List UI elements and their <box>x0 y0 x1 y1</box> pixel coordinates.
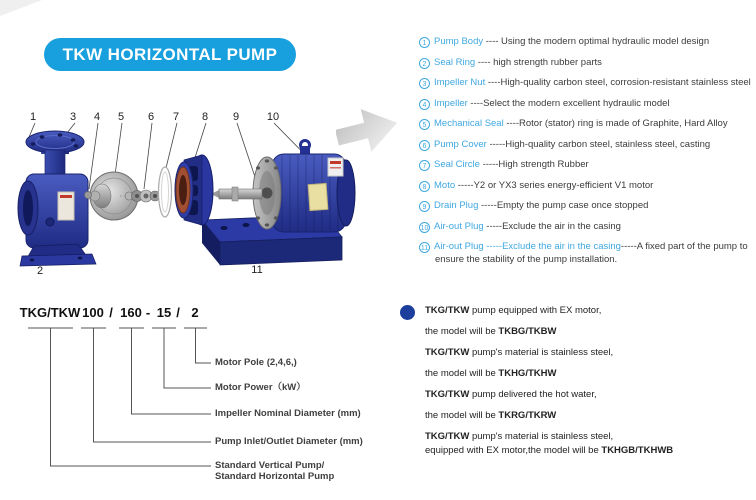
part-name: Air-out Plug <box>434 220 484 232</box>
circle-number: 7 <box>419 160 430 171</box>
part-name: Mechanical Seal <box>434 118 504 129</box>
note-text: equipped with EX motor,the model will be <box>425 445 602 456</box>
part-name: Pump Body <box>434 36 484 47</box>
list-item <box>419 221 751 234</box>
part-name: Impeller Nut <box>434 77 486 88</box>
part-desc: -----Y2 or YX3 series energy-efficient V1 motor <box>455 179 654 191</box>
part-desc: ---- high strength rubber parts <box>475 56 602 68</box>
pump-cover-graphic <box>175 155 213 225</box>
part-desc: -----Empty the pump case once stopped <box>478 200 649 211</box>
circle-number: 4 <box>419 99 430 110</box>
note-bold: TKBG/TKBW <box>498 326 557 337</box>
list-item <box>419 36 751 49</box>
callout-9: 9 <box>232 111 240 123</box>
part-name: Drain Plug <box>434 200 479 211</box>
callout-10: 10 <box>266 111 280 123</box>
callout-1: 1 <box>29 111 37 123</box>
circle-number: 3 <box>419 78 430 89</box>
note-text: the model will be <box>425 410 499 421</box>
list-item <box>419 57 751 70</box>
note-line <box>425 445 750 457</box>
model-segment-series: TKG/TKW <box>19 305 81 320</box>
note-bold: TKG/TKW <box>425 389 470 400</box>
drain-plug-graphic <box>46 218 54 226</box>
circle-number: 6 <box>419 140 430 151</box>
note-bold: TKG/TKW <box>425 305 470 316</box>
parts-list <box>419 36 751 274</box>
part-desc: ----Rotor (stator) ring is made of Graphite, Hard Alloy <box>503 118 728 129</box>
note-bold: TKG/TKW <box>425 347 470 358</box>
part-desc: -----High strength Rubber <box>479 159 589 170</box>
model-segment-impeller: 160 <box>120 305 142 320</box>
list-item <box>419 180 751 193</box>
label-pump-type-line1: Standard Vertical Pump/ <box>215 460 325 471</box>
callout-8: 8 <box>201 111 209 123</box>
list-item <box>419 118 751 131</box>
note-bold: TKHGB/TKHWB <box>601 445 674 456</box>
part-name: Seal Ring <box>434 56 476 68</box>
note-text: pump's material is stainless steel, <box>469 431 614 442</box>
model-designation-diagram <box>0 295 370 500</box>
part-desc: ----Select the modern excellent hydraulic model <box>467 97 670 109</box>
note-bold: TKG/TKW <box>425 431 470 442</box>
label-motor-power: Motor Power（kW） <box>215 382 306 393</box>
corner-decoration <box>0 0 42 16</box>
note-line <box>425 368 750 380</box>
note-line <box>425 305 750 317</box>
note-line <box>425 389 750 401</box>
arrow-right-graphic <box>336 84 408 181</box>
impeller-nut-graphic <box>85 192 92 199</box>
callout-7: 7 <box>172 111 180 123</box>
model-separator: / <box>109 305 113 320</box>
part-name: Seal Circle <box>434 159 480 170</box>
part-desc: -----A fixed part of the pump to ensure the stability of the pump installation. <box>435 241 748 265</box>
circle-number: 5 <box>419 119 430 130</box>
part-name: Impeller <box>434 97 468 109</box>
circle-number: 2 <box>419 58 430 69</box>
label-pump-type-line2: Standard Horizontal Pump <box>215 470 335 482</box>
list-item <box>419 200 751 213</box>
label-inlet-outlet-diameter: Pump Inlet/Outlet Diameter (mm) <box>215 436 363 447</box>
callout-4: 4 <box>93 111 101 123</box>
note-bold: TKHG/TKHW <box>498 368 557 379</box>
part-name: Pump Cover <box>434 138 487 150</box>
title-banner <box>44 38 296 71</box>
circle-number: 1 <box>419 37 430 48</box>
part-name: Air-out Plug -----Exclude the air in the casing <box>434 241 621 252</box>
list-item <box>419 139 751 152</box>
note-bold: TKRG/TKRW <box>498 410 557 421</box>
circle-number: 9 <box>419 201 430 212</box>
callout-3: 3 <box>69 111 77 123</box>
callout-6: 6 <box>147 111 155 123</box>
note-line <box>425 326 750 338</box>
shaft-graphic <box>211 187 262 201</box>
note-line <box>425 410 750 422</box>
model-segment-pole: 2 <box>191 305 199 320</box>
note-text: pump equipped with EX motor, <box>469 305 602 316</box>
model-segment-inlet: 100 <box>82 305 104 320</box>
list-item <box>419 98 751 111</box>
page-title: TKW HORIZONTAL PUMP <box>62 44 278 64</box>
list-item <box>419 77 751 90</box>
list-item <box>419 241 751 266</box>
part-desc: ----High-quality carbon steel, corrosion-resistant stainless steel <box>485 77 751 88</box>
note-text: the model will be <box>425 326 499 337</box>
note-text: pump delivered the hot water, <box>469 389 597 400</box>
part-desc: -----High-quality carbon steel, stainless steel, casting <box>486 138 711 150</box>
part-desc: ---- Using the modern optimal hydraulic model design <box>483 36 710 47</box>
list-item <box>419 159 751 172</box>
circle-number: 8 <box>419 181 430 192</box>
callout-11: 11 <box>251 264 263 276</box>
note-text: the model will be <box>425 368 499 379</box>
model-separator: - <box>145 305 151 320</box>
callout-5: 5 <box>117 111 125 123</box>
part-name: Moto <box>434 179 456 191</box>
model-segment-power: 15 <box>156 305 172 320</box>
note-line <box>425 347 750 359</box>
pump-body-graphic <box>18 131 96 266</box>
bullet-dot <box>400 305 415 320</box>
circle-number: 11 <box>419 242 430 253</box>
label-motor-pole: Motor Pole (2,4,6,) <box>215 357 297 368</box>
exploded-pump-diagram <box>8 98 360 290</box>
model-separator: / <box>176 305 180 320</box>
seal-circle-graphic <box>159 167 172 217</box>
label-impeller-diameter: Impeller Nominal Diameter (mm) <box>215 408 361 419</box>
note-line <box>425 431 750 443</box>
motor-label-yellow <box>308 183 328 210</box>
model-notes <box>425 305 750 466</box>
note-text: pump's material is stainless steel, <box>469 347 614 358</box>
part-desc: -----Exclude the air in the casing <box>483 220 621 232</box>
label-pump-type <box>215 461 334 482</box>
callout-2: 2 <box>36 265 44 277</box>
circle-number: 10 <box>419 222 430 233</box>
